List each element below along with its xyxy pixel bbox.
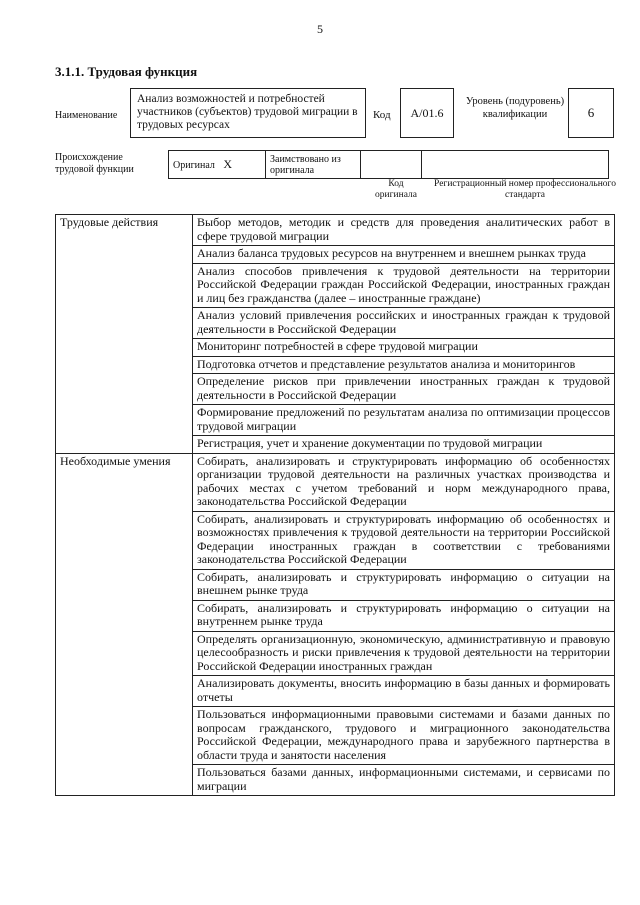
item-cell: Определение рисков при привлечении иностранных граждан к трудовой деятельности в Российской Федерации [193, 374, 615, 405]
name-label: Наименование [55, 110, 118, 121]
item-cell: Анализ способов привлечения к трудовой деятельности на территории Российской Федерации граждан Российской Федерации, иностранных граждан и лиц без гражданства (далее – иностранные граждане) [193, 263, 615, 308]
table-row [56, 453, 615, 511]
item-cell: Собирать, анализировать и структурировать информацию об особенностях организации трудовой деятельности на различных участках производства и рабочих местах с учетом требований и норм международного права, законодательства Российской Федерации [193, 453, 615, 511]
origin-borrowed-label: Заимствовано из оригинала [270, 153, 341, 176]
item-cell: Формирование предложений по результатам анализа по оптимизации процессов трудовой миграции [193, 405, 615, 436]
item-cell: Пользоваться информационными правовыми системами и базами данных по вопросам гражданского, трудового и миграционного законодательства Российской Федерации, международного права и зарубежного партнерства в области труда и занятости населения [193, 707, 615, 765]
item-cell: Собирать, анализировать и структурировать информацию о ситуации на внешнем рынке труда [193, 569, 615, 600]
caption-code-original: Код оригинала [375, 179, 417, 200]
level-label: Уровень (подуровень) квалификации [465, 96, 565, 120]
category-cell: Необходимые умения [56, 453, 193, 796]
item-cell: Подготовка отчетов и представление результатов анализа и мониторингов [193, 356, 615, 374]
item-cell: Регистрация, учет и хранение документации по трудовой миграции [193, 436, 615, 454]
item-cell: Пользоваться базами данных, информационными системами, и сервисами по миграции [193, 765, 615, 796]
level-value: 6 [587, 105, 595, 120]
code-value: A/01.6 [410, 105, 444, 120]
name-value-box [130, 88, 366, 138]
item-cell: Анализ условий привлечения российских и иностранных граждан к трудовой деятельности в Российской Федерации [193, 308, 615, 339]
item-cell: Мониторинг потребностей в сфере трудовой миграции [193, 339, 615, 357]
table-row [56, 215, 615, 246]
origin-reg-cell [422, 151, 609, 179]
origin-original-cell [169, 151, 266, 179]
origin-original-label: Оригинал [173, 160, 215, 171]
origin-original-mark: X [223, 157, 233, 171]
caption-registration-number: Регистрационный номер профессионального стандарта [434, 179, 616, 200]
page-number: 5 [317, 22, 323, 36]
origin-code-cell [361, 151, 422, 179]
category-cell: Трудовые действия [56, 215, 193, 454]
item-cell: Анализ баланса трудовых ресурсов на внутреннем и внешнем рынках труда [193, 246, 615, 264]
item-cell: Собирать, анализировать и структурировать информацию об особенностях и возможностях привлечения к трудовой деятельности на территории Российской Федерации иностранных граждан в соответствии с требованиями законодательства Российской Федерации [193, 511, 615, 569]
functions-table [55, 214, 615, 796]
item-cell: Собирать, анализировать и структурировать информацию о ситуации на внутреннем рынке труда [193, 600, 615, 631]
code-value-box [400, 88, 454, 138]
origin-table [168, 150, 609, 179]
code-label: Код [373, 109, 391, 121]
origin-label: Происхождение трудовой функции [55, 152, 134, 175]
item-cell: Определять организационную, экономическую, административную и правовую целесообразность и риски привлечения к трудовой деятельности на территории Российской Федерации иностранных граждан [193, 631, 615, 676]
section-title: 3.1.1. Трудовая функция [55, 64, 198, 79]
item-cell: Анализировать документы, вносить информацию в базы данных и формировать отчеты [193, 676, 615, 707]
name-value: Анализ возможностей и потребностей участников (субъектов) трудовой миграции в трудовых ресурсах [137, 93, 358, 131]
level-value-box [568, 88, 614, 138]
origin-borrowed-cell [266, 151, 361, 179]
item-cell: Выбор методов, методик и средств для проведения аналитических работ в сфере трудовой миграции [193, 215, 615, 246]
